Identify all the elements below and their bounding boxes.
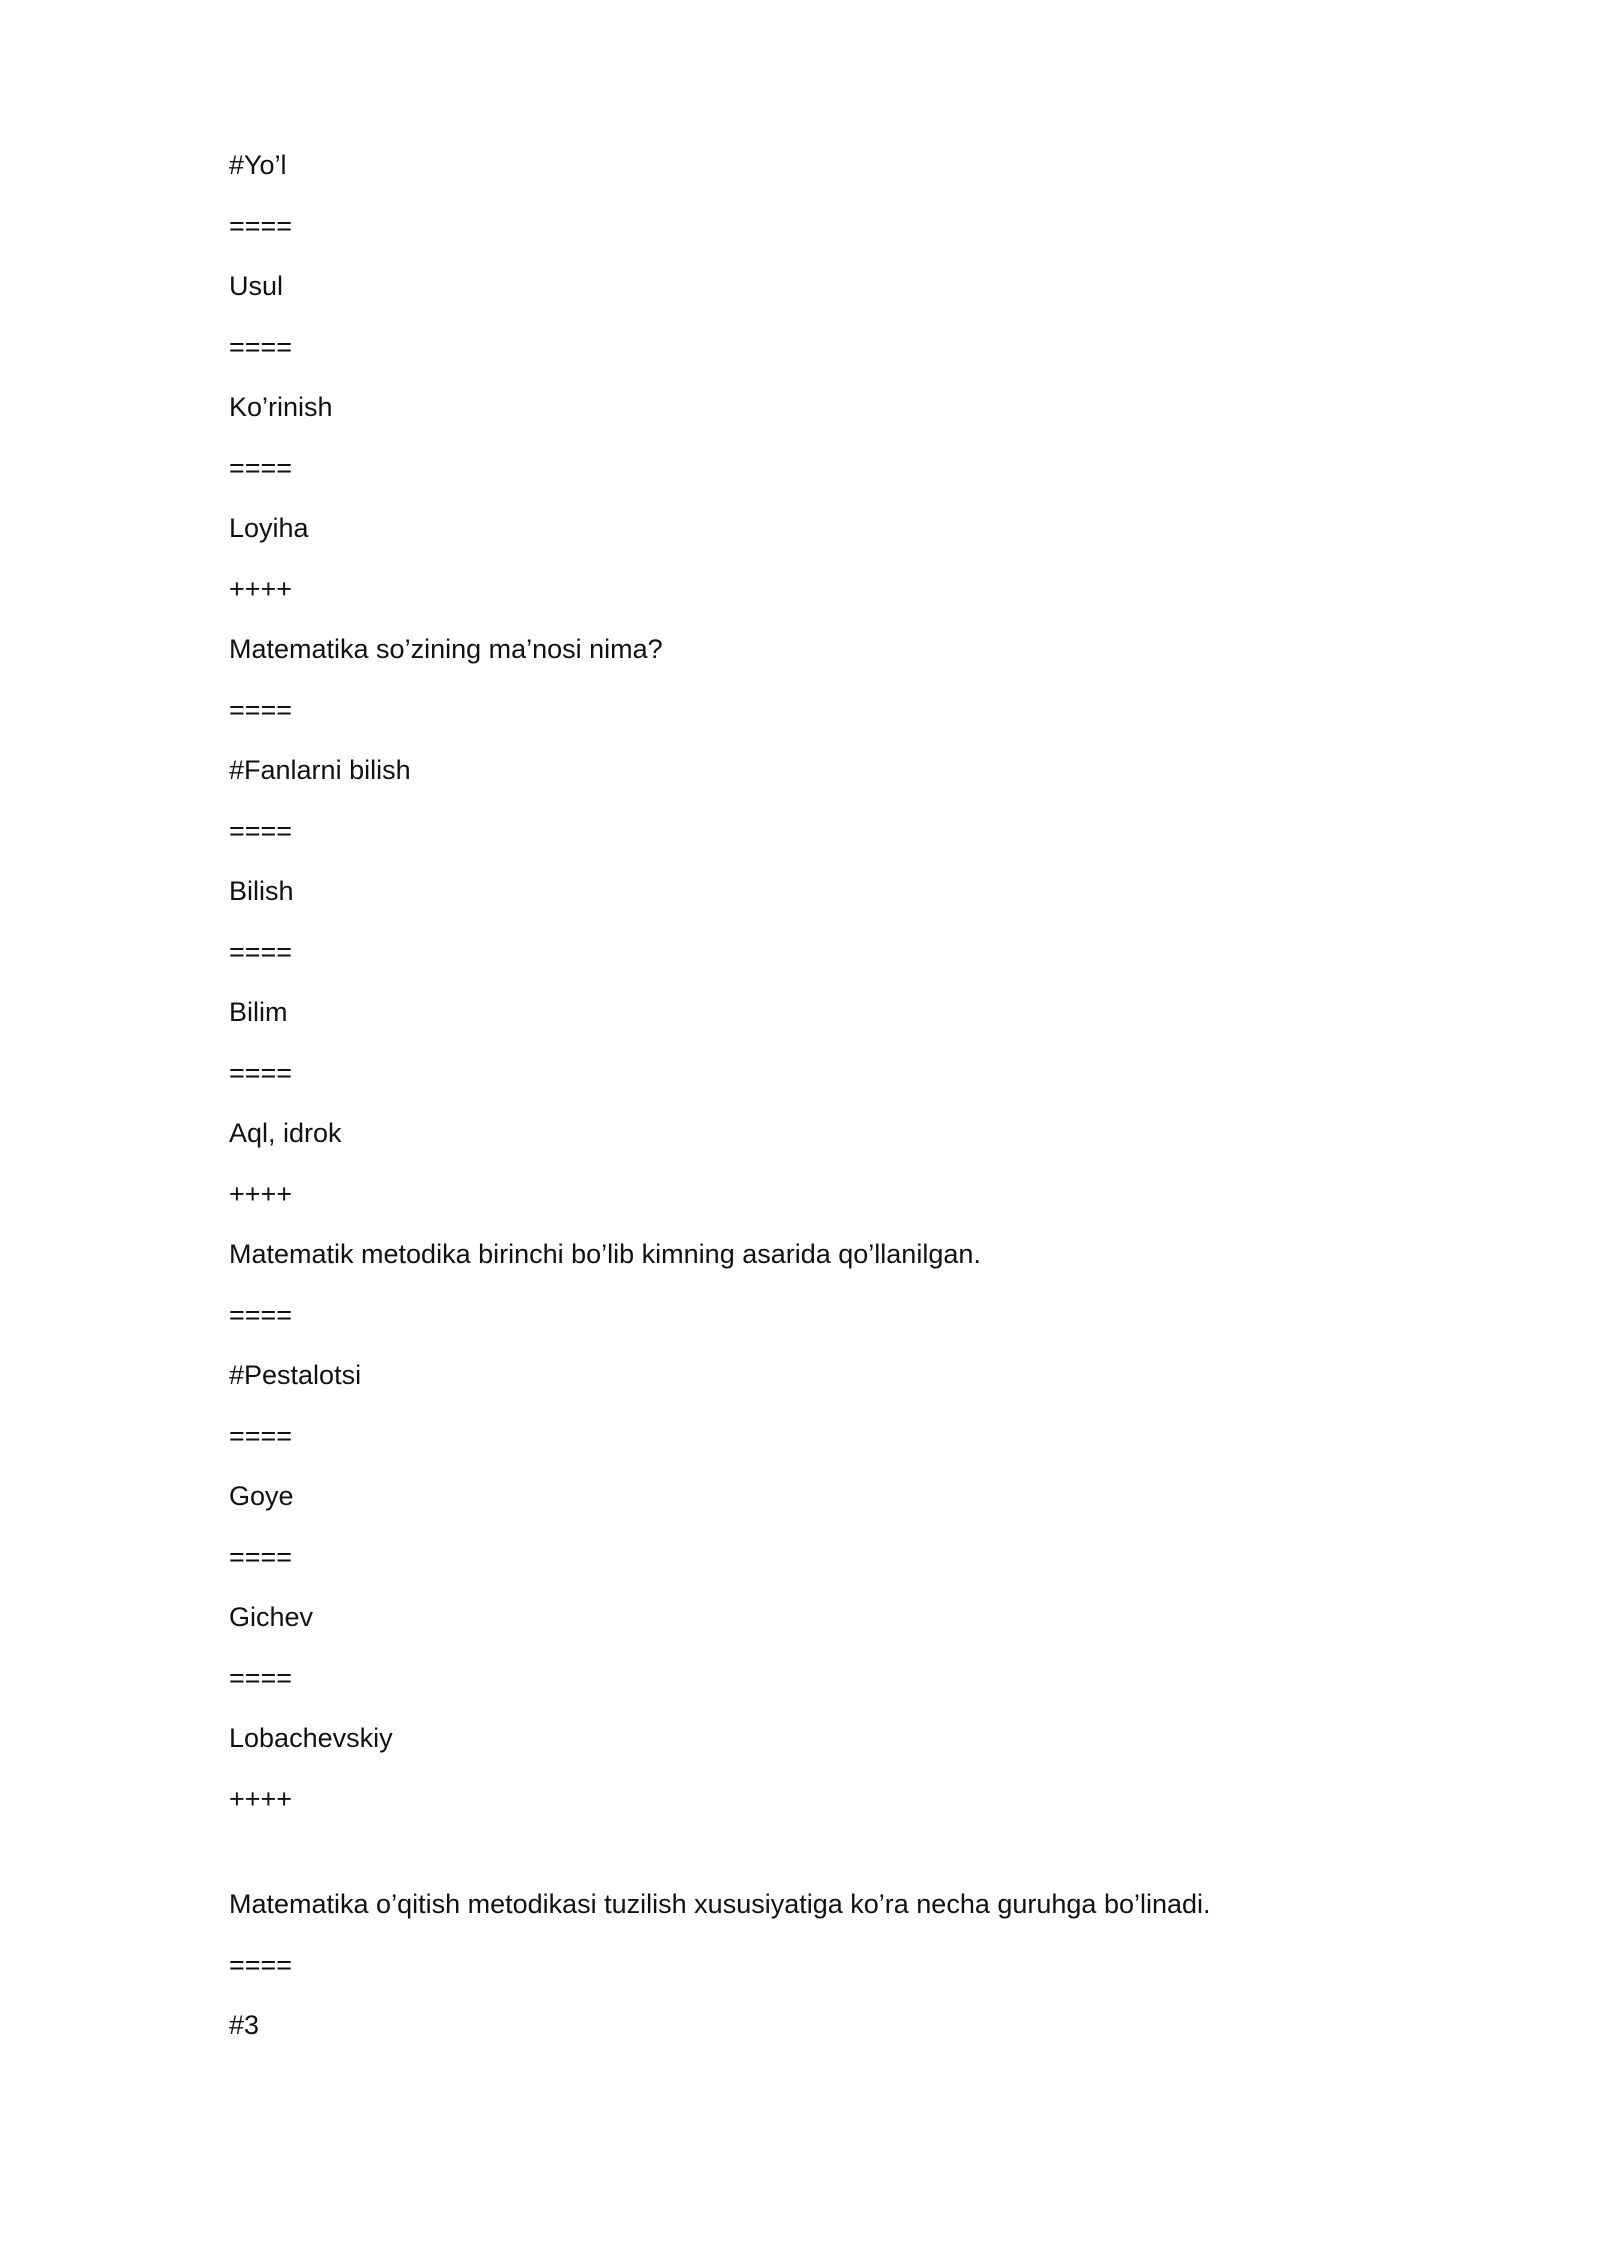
question-text: Matematika o’qitish metodikasi tuzilish xususiyatiga ko’ra necha guruhga bo’linadi. <box>229 1889 1211 1919</box>
separator: ==== <box>229 1299 293 1330</box>
question-delimiter: ++++ <box>229 1178 293 1209</box>
question-delimiter: ++++ <box>229 573 293 604</box>
separator: ==== <box>229 1420 293 1451</box>
separator: ==== <box>229 936 293 967</box>
answer-option: Ko’rinish <box>229 392 333 422</box>
answer-option: Goye <box>229 1481 294 1511</box>
separator: ==== <box>229 1662 293 1693</box>
separator: ==== <box>229 1541 293 1572</box>
answer-option: #3 <box>229 2010 260 2040</box>
separator: ==== <box>229 694 293 725</box>
separator: ==== <box>229 452 293 483</box>
separator: ==== <box>229 210 293 241</box>
separator: ==== <box>229 815 293 846</box>
answer-option: Loyiha <box>229 513 309 543</box>
question-text: Matematik metodika birinchi bo’lib kimning asarida qo’llanilgan. <box>229 1239 981 1269</box>
question-text: Matematika so’zining ma’nosi nima? <box>229 634 663 664</box>
separator: ==== <box>229 1057 293 1088</box>
question-delimiter: ++++ <box>229 1783 293 1814</box>
separator: ==== <box>229 331 293 362</box>
answer-option: Bilim <box>229 997 288 1027</box>
answer-option: Aql, idrok <box>229 1118 342 1148</box>
answer-option: #Yo’l <box>229 150 287 180</box>
answer-option: Usul <box>229 271 284 301</box>
paragraph-gap <box>229 1844 1379 1889</box>
separator: ==== <box>229 1949 293 1980</box>
answer-option: Bilish <box>229 876 294 906</box>
answer-option: Lobachevskiy <box>229 1723 393 1753</box>
answer-option: Gichev <box>229 1602 314 1632</box>
document-body <box>229 150 1379 2071</box>
answer-option: #Pestalotsi <box>229 1360 362 1390</box>
answer-option: #Fanlarni bilish <box>229 755 411 785</box>
